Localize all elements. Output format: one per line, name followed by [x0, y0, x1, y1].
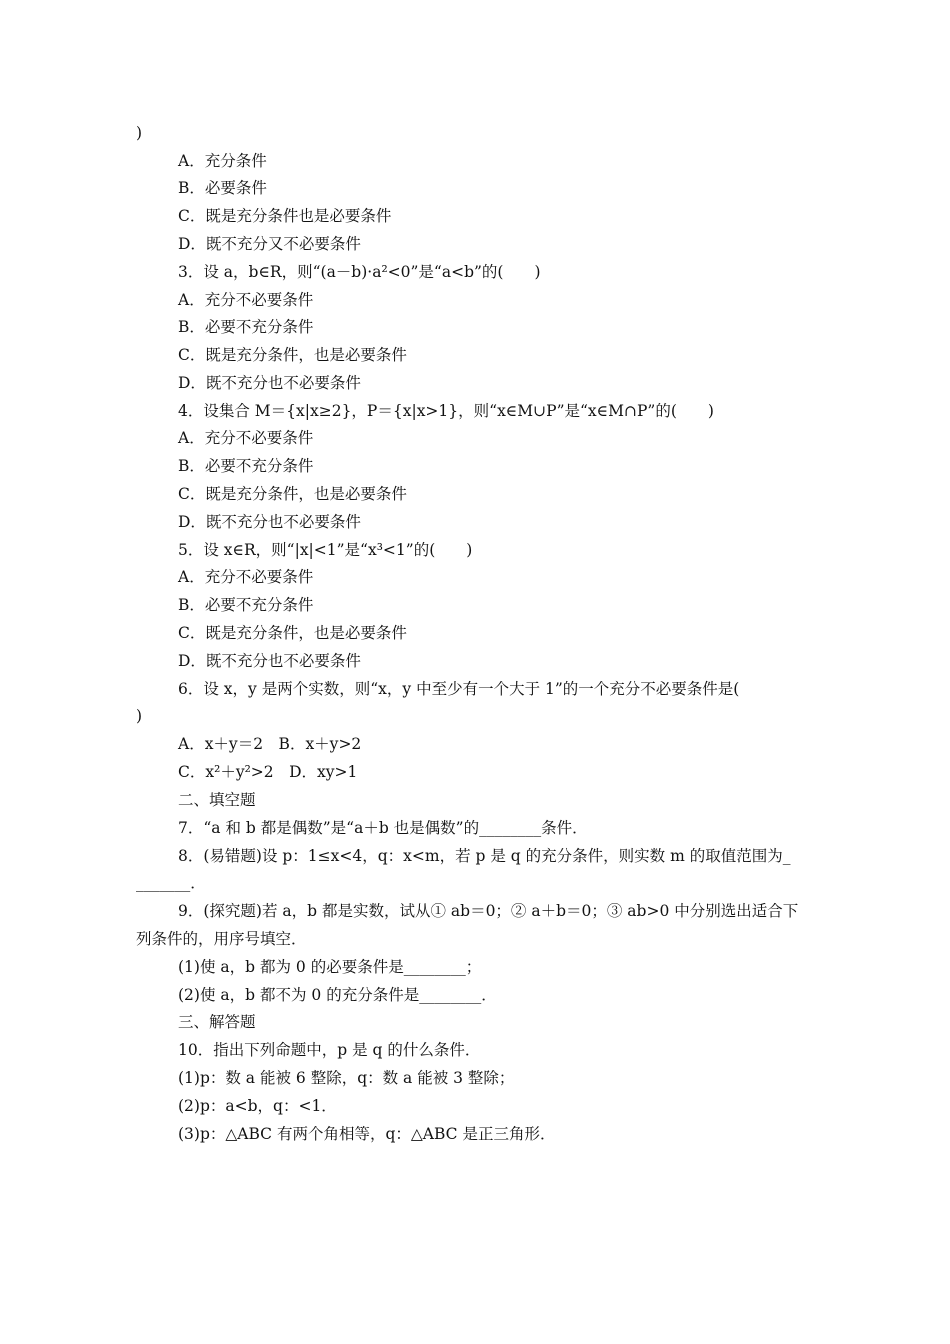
option-b: B．必要条件	[178, 179, 267, 197]
option-c: C．既是充分条件，也是必要条件	[178, 624, 407, 642]
sub-question: (1)p：数 a 能被 6 整除，q：数 a 能被 3 整除；	[178, 1069, 515, 1087]
option-d: D．既不充分也不必要条件	[178, 652, 361, 670]
sub-question: (1)使 a，b 都为 0 的必要条件是________；	[178, 958, 482, 976]
option-b: B．必要不充分条件	[178, 457, 314, 475]
options-cd: C．x²＋y²>2 D．xy>1	[178, 763, 358, 781]
question-3: 3．设 a，b∈R，则“(a－b)·a²<0”是“a<b”的( )	[178, 263, 541, 281]
text-line: 列条件的，用序号填空．	[136, 930, 307, 948]
text-line: _______．	[136, 874, 206, 892]
option-a: A．充分不必要条件	[178, 291, 314, 309]
sub-question: (2)p：a<b，q：<1．	[178, 1097, 337, 1115]
text-line: )	[136, 124, 143, 142]
option-c: C．既是充分条件也是必要条件	[178, 207, 392, 225]
question-6: 6．设 x，y 是两个实数，则“x，y 中至少有一个大于 1”的一个充分不必要条件是(	[178, 680, 740, 698]
option-b: B．必要不充分条件	[178, 318, 314, 336]
question-10: 10．指出下列命题中，p 是 q 的什么条件．	[178, 1041, 481, 1059]
text-line: )	[136, 707, 143, 725]
option-d: D．既不充分又不必要条件	[178, 235, 361, 253]
option-b: B．必要不充分条件	[178, 596, 314, 614]
options-ab: A．x＋y＝2 B．x＋y>2	[178, 735, 362, 753]
option-a: A．充分不必要条件	[178, 568, 314, 586]
question-4: 4．设集合 M＝{x|x≥2}，P＝{x|x>1}，则“x∈M∪P”是“x∈M∩P”的( )	[178, 402, 714, 420]
option-a: A．充分不必要条件	[178, 429, 314, 447]
option-a: A．充分条件	[178, 152, 267, 170]
option-d: D．既不充分也不必要条件	[178, 513, 361, 531]
question-9: 9．(探究题)若 a，b 都是实数，试从① ab＝0；② a＋b＝0；③ ab>0 中分别选出适合下	[178, 902, 799, 920]
sub-question: (2)使 a，b 都不为 0 的充分条件是________．	[178, 986, 497, 1004]
question-7: 7．“a 和 b 都是偶数”是“a＋b 也是偶数”的________条件．	[178, 819, 588, 837]
question-5: 5．设 x∈R，则“|x|<1”是“x³<1”的( )	[178, 541, 473, 559]
option-c: C．既是充分条件，也是必要条件	[178, 346, 407, 364]
question-8: 8．(易错题)设 p：1≤x<4，q：x<m，若 p 是 q 的充分条件，则实数 m 的取值范围为_	[178, 847, 791, 865]
option-d: D．既不充分也不必要条件	[178, 374, 361, 392]
section-heading: 二、填空题	[178, 791, 256, 809]
section-heading: 三、解答题	[178, 1013, 256, 1031]
option-c: C．既是充分条件，也是必要条件	[178, 485, 407, 503]
sub-question: (3)p：△ABC 有两个角相等，q：△ABC 是正三角形．	[178, 1125, 556, 1143]
